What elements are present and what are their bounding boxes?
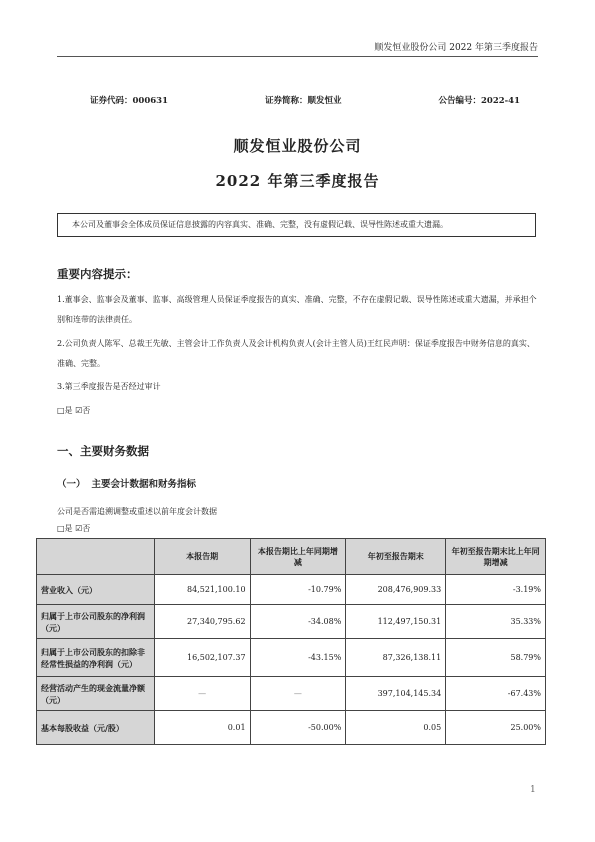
row-label: 归属于上市公司股东的扣除非经常性损益的净利润（元） xyxy=(37,639,155,677)
restatement-question: 公司是否需追溯调整或重述以前年度会计数据 xyxy=(57,507,217,516)
table-cell: 16,502,107.37 xyxy=(154,639,250,677)
table-row xyxy=(37,711,546,745)
important-paragraph-1: 1.董事会、监事会及董事、监事、高级管理人员保证季度报告的真实、准确、完整，不存在虚假记载、误导性陈述或重大遗漏，并承担个别和连带的法律责任。 xyxy=(57,295,537,324)
section-heading-financial-data: 一、主要财务数据 xyxy=(57,444,149,458)
table-cell: 0.01 xyxy=(154,711,250,745)
report-title: 2022 年第三季度报告 xyxy=(215,172,380,190)
audit-choice: □是 ☑否 xyxy=(57,406,91,415)
table-row xyxy=(37,575,546,605)
table-cell: 84,521,100.10 xyxy=(154,575,250,605)
table-cell: 25.00% xyxy=(446,711,546,745)
table-cell: 58.79% xyxy=(446,639,546,677)
running-header: 顺发恒业股份公司 2022 年第三季度报告 xyxy=(57,40,538,57)
company-name: 顺发恒业股份公司 xyxy=(233,137,362,155)
table-cell: 112,497,150.31 xyxy=(346,605,446,639)
important-paragraph-2: 2.公司负责人陈军、总裁王先敏、主管会计工作负责人及会计机构负责人(会计主管人员)王红民声明：保证季度报告中财务信息的真实、准确、完整。 xyxy=(57,339,535,368)
row-label: 经营活动产生的现金流量净额（元） xyxy=(37,677,155,711)
announcement-number: 公告编号：2022-41 xyxy=(438,96,520,106)
table-cell: -67.43% xyxy=(446,677,546,711)
table-cell: 87,326,138.11 xyxy=(346,639,446,677)
table-cell: 0.05 xyxy=(346,711,446,745)
financial-data-table xyxy=(36,538,546,745)
statement-box: 本公司及董事会全体成员保证信息披露的内容真实、准确、完整，没有虚假记载、误导性陈述或重大遗漏。 xyxy=(57,213,536,237)
table-cell: 397,104,145.34 xyxy=(346,677,446,711)
stock-code: 证券代码：000631 xyxy=(90,96,168,106)
table-row xyxy=(37,677,546,711)
table-row xyxy=(37,639,546,677)
table-cell: 27,340,795.62 xyxy=(154,605,250,639)
table-header-cell xyxy=(37,539,155,575)
important-heading: 重要内容提示： xyxy=(57,267,138,281)
row-label: 营业收入（元） xyxy=(37,575,155,605)
row-label: 基本每股收益（元/股） xyxy=(37,711,155,745)
table-cell: -34.08% xyxy=(250,605,346,639)
row-label: 归属于上市公司股东的净利润（元） xyxy=(37,605,155,639)
table-cell: — xyxy=(154,677,250,711)
table-cell: — xyxy=(250,677,346,711)
subsection-heading xyxy=(57,476,196,490)
important-paragraph-3: 3.第三季度报告是否经过审计 xyxy=(57,382,161,391)
table-cell: -10.79% xyxy=(250,575,346,605)
table-cell: 35.33% xyxy=(446,605,546,639)
table-header-cell: 本报告期 xyxy=(154,539,250,575)
subsection-title: 主要会计数据和财务指标 xyxy=(91,479,197,490)
table-header-cell: 年初至报告期末 xyxy=(346,539,446,575)
table-cell: -3.19% xyxy=(446,575,546,605)
table-header-row xyxy=(37,539,546,575)
table-row xyxy=(37,605,546,639)
table-cell: -50.00% xyxy=(250,711,346,745)
table-header-cell: 年初至报告期末比上年同期增减 xyxy=(446,539,546,575)
restatement-choice: □是 ☑否 xyxy=(57,524,91,533)
subsection-number: （一） xyxy=(57,479,86,490)
table-header-cell: 本报告期比上年同期增减 xyxy=(250,539,346,575)
code-line xyxy=(90,94,520,106)
table-cell: -43.15% xyxy=(250,639,346,677)
table-cell: 208,476,909.33 xyxy=(346,575,446,605)
stock-abbreviation: 证券简称：顺发恒业 xyxy=(264,96,342,106)
page-number: 1 xyxy=(530,785,536,795)
